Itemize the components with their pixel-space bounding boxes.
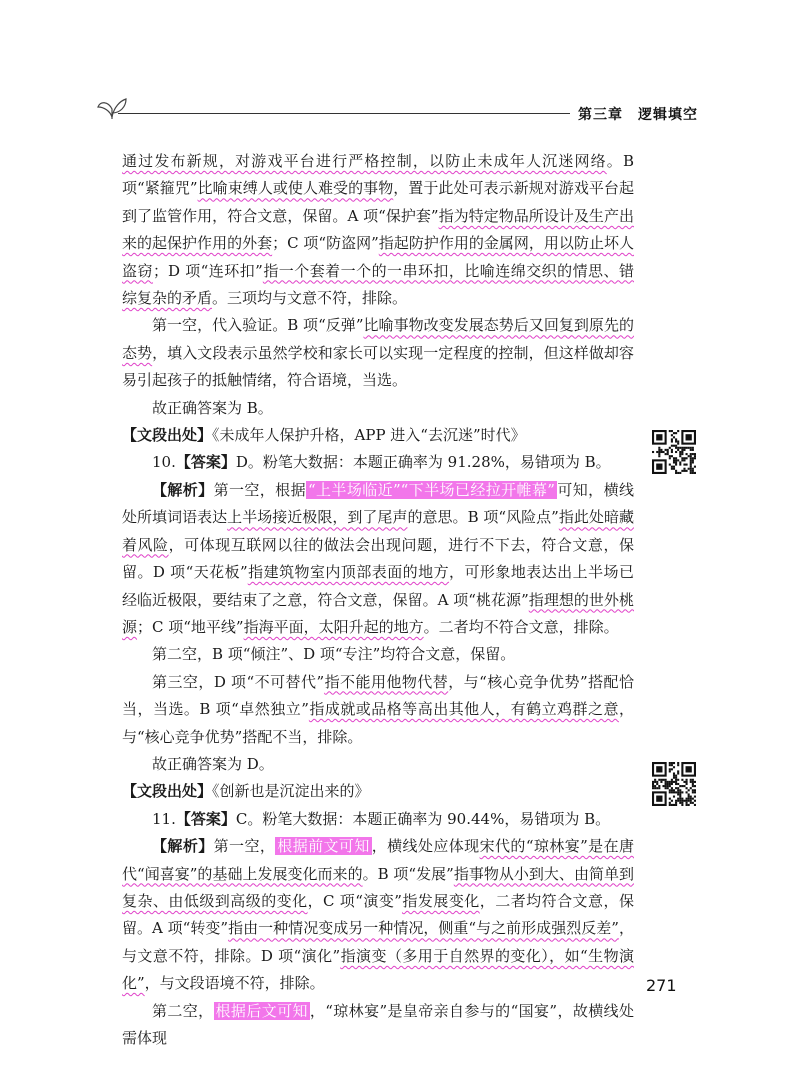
- paragraph: [122, 395, 634, 422]
- text-run: ，横线处应体现: [371, 837, 480, 856]
- highlighted-text: “上半场临近”“下半场已经拉开帷幕”: [307, 480, 555, 499]
- bold-label: 【答案】: [175, 809, 236, 828]
- chapter-title: 第三章 逻辑填空: [578, 107, 698, 123]
- text-run: 故正确答案为 D。: [152, 754, 274, 773]
- text-run: ；C 项“防盗网”: [272, 234, 379, 253]
- text-run: 第二空，B 项“倾注”、D 项“专注”均符合文意，保留。: [152, 645, 516, 664]
- underlined-text: 通过发布新规，对游戏平台进行严格控制，以防止未成年人沉迷网络: [122, 152, 607, 170]
- text-run: C。粉笔大数据：本题正确率为 90.44%，易错项为 B。: [235, 809, 611, 828]
- qr-code-icon[interactable]: [652, 762, 696, 806]
- underlined-text: 比喻束缚人或使人难受的事物: [197, 179, 394, 198]
- page-number: 271: [646, 976, 677, 995]
- underlined-text: 比喻事物改变发展态势后又回复到原先的态势: [122, 316, 634, 362]
- text-run: ，二者均符合文意，保留。A 项“转变”: [122, 891, 634, 938]
- paragraph: [122, 751, 634, 778]
- text-run: 。三项均与文意不符，排除。: [212, 289, 408, 308]
- underlined-text: 指海平面，太阳升起的地方: [243, 617, 424, 636]
- analysis-paragraph: [122, 833, 634, 997]
- text-run: 故正确答案为 B。: [152, 398, 273, 417]
- underlined-text: 指由一种情况变成另一种情况，侧重“与之前形成强烈反差”: [228, 919, 619, 938]
- text-run: 第一空，根据: [213, 480, 306, 499]
- text-run: ，C 项“演变”: [307, 891, 402, 910]
- text-run: ，可形象地表达出上半场已经临近极限，要结束了之意，符合文意，保留。A 项“桃花源”: [122, 563, 634, 609]
- text-run: D。粉笔大数据：本题正确率为 91.28%，易错项为 B。: [235, 453, 611, 472]
- paragraph: [122, 312, 634, 394]
- text-run: ，置于此处可表示新规对游戏平台起到了监管作用，符合文意，保留。A 项“保护套”: [122, 179, 634, 225]
- underlined-text: 宋代的“琼林宴”是在唐代“闻喜宴”的基础上发展变化而来的: [122, 837, 634, 883]
- text-run: ，与文段语境不符，排除。: [144, 974, 325, 993]
- text-run: ；D 项“连环扣”: [152, 261, 263, 280]
- analysis-paragraph: [122, 477, 634, 641]
- paragraph: [122, 148, 634, 312]
- bold-label: 【解析】: [152, 480, 214, 499]
- underlined-text: 指此处暗藏着风险: [122, 508, 634, 554]
- text-run: ，可体现互联网以往的做法会出现问题，进行不下去，符合文意，保留。D 项“天花板”: [122, 535, 634, 582]
- text-run: 第一空，代入验证。B 项“反弹”: [152, 316, 364, 335]
- bold-label: 【文段出处】: [122, 782, 213, 801]
- answer-line: [122, 806, 634, 833]
- text-run: ，填入文段表示虽然学校和家长可以实现一定程度的控制，但这样做却容易引起孩子的抵触情绪，符合语境，当选。: [122, 343, 634, 390]
- text-run: ，与“核心竞争优势”搭配不当，排除。: [122, 700, 634, 746]
- underlined-text: 指演变（多用于自然界的变化），如“生物演化”: [122, 946, 634, 993]
- paragraph: [122, 641, 634, 668]
- highlighted-text: 根据后文可知: [215, 1001, 308, 1020]
- text-run: 。二者均不符合文意，排除。: [423, 617, 619, 636]
- paragraph: [122, 998, 634, 1053]
- text-run: 第三空，D 项“不可替代”: [152, 672, 325, 691]
- underlined-text: 指理想的世外桃源: [122, 590, 634, 636]
- underlined-text: 指为特定物品所设计及生产出来的起保护作用的外套: [122, 206, 634, 253]
- underlined-text: 指起防护作用的金属网，用以防止坏人盗窃: [122, 234, 634, 280]
- page-body: [122, 148, 634, 1052]
- text-run: 第二空，: [152, 1001, 214, 1020]
- bold-label: 【解析】: [152, 837, 214, 856]
- bold-label: 【答案】: [175, 453, 236, 472]
- text-run: ，与文意不符，排除。D 项“演化”: [122, 919, 634, 965]
- underlined-text: 指一个套着一个的一串环扣，比喻连绵交织的情思、错综复杂的矛盾: [122, 261, 634, 308]
- qr-code-icon[interactable]: [652, 430, 696, 474]
- text-run: ，“琼林宴”是皇帝亲自参与的“国宴”，故横线处需体现: [122, 1001, 634, 1047]
- underlined-text: 指事物从小到大、由简单到复杂、由低级到高级的变化: [122, 864, 634, 910]
- underlined-text: 指建筑物室内顶部表面的地方: [247, 563, 450, 582]
- text-run: 第一空，: [213, 837, 276, 856]
- underlined-text: 指不能用他物代替: [324, 672, 449, 691]
- text-run: 的意思。B 项“风险点”: [407, 508, 559, 527]
- underlined-text: 指发展变化: [401, 891, 480, 910]
- answer-line: [122, 449, 634, 476]
- underlined-text: 上半场接近极限，到了尾声: [227, 508, 408, 527]
- text-run: 。B 项“发展”: [362, 864, 454, 883]
- text-run: 《创新也是沉淀出来的》: [212, 782, 370, 801]
- source-line: [122, 422, 634, 449]
- text-run: ，与“核心竞争优势”搭配恰当，当选。B 项“卓然独立”: [122, 672, 634, 719]
- source-line: [122, 778, 634, 805]
- text-run: 11.: [152, 809, 176, 828]
- highlighted-text: 根据前文可知: [277, 837, 370, 856]
- text-run: ；C 项“地平线”: [137, 617, 244, 636]
- text-run: 。B 项“紧箍咒”: [122, 152, 634, 198]
- text-run: 《未成年人保护升格，APP 进入“去沉迷”时代》: [212, 426, 526, 445]
- leaf-icon: [96, 95, 128, 119]
- text-run: 可知，横线处所填词语表达: [122, 480, 634, 527]
- text-run: 10.: [152, 453, 176, 472]
- paragraph: [122, 669, 634, 751]
- header-rule: [118, 113, 570, 114]
- bold-label: 【文段出处】: [122, 426, 213, 445]
- underlined-text: 指成就或品格等高出其他人，有鹤立鸡群之意: [308, 700, 619, 719]
